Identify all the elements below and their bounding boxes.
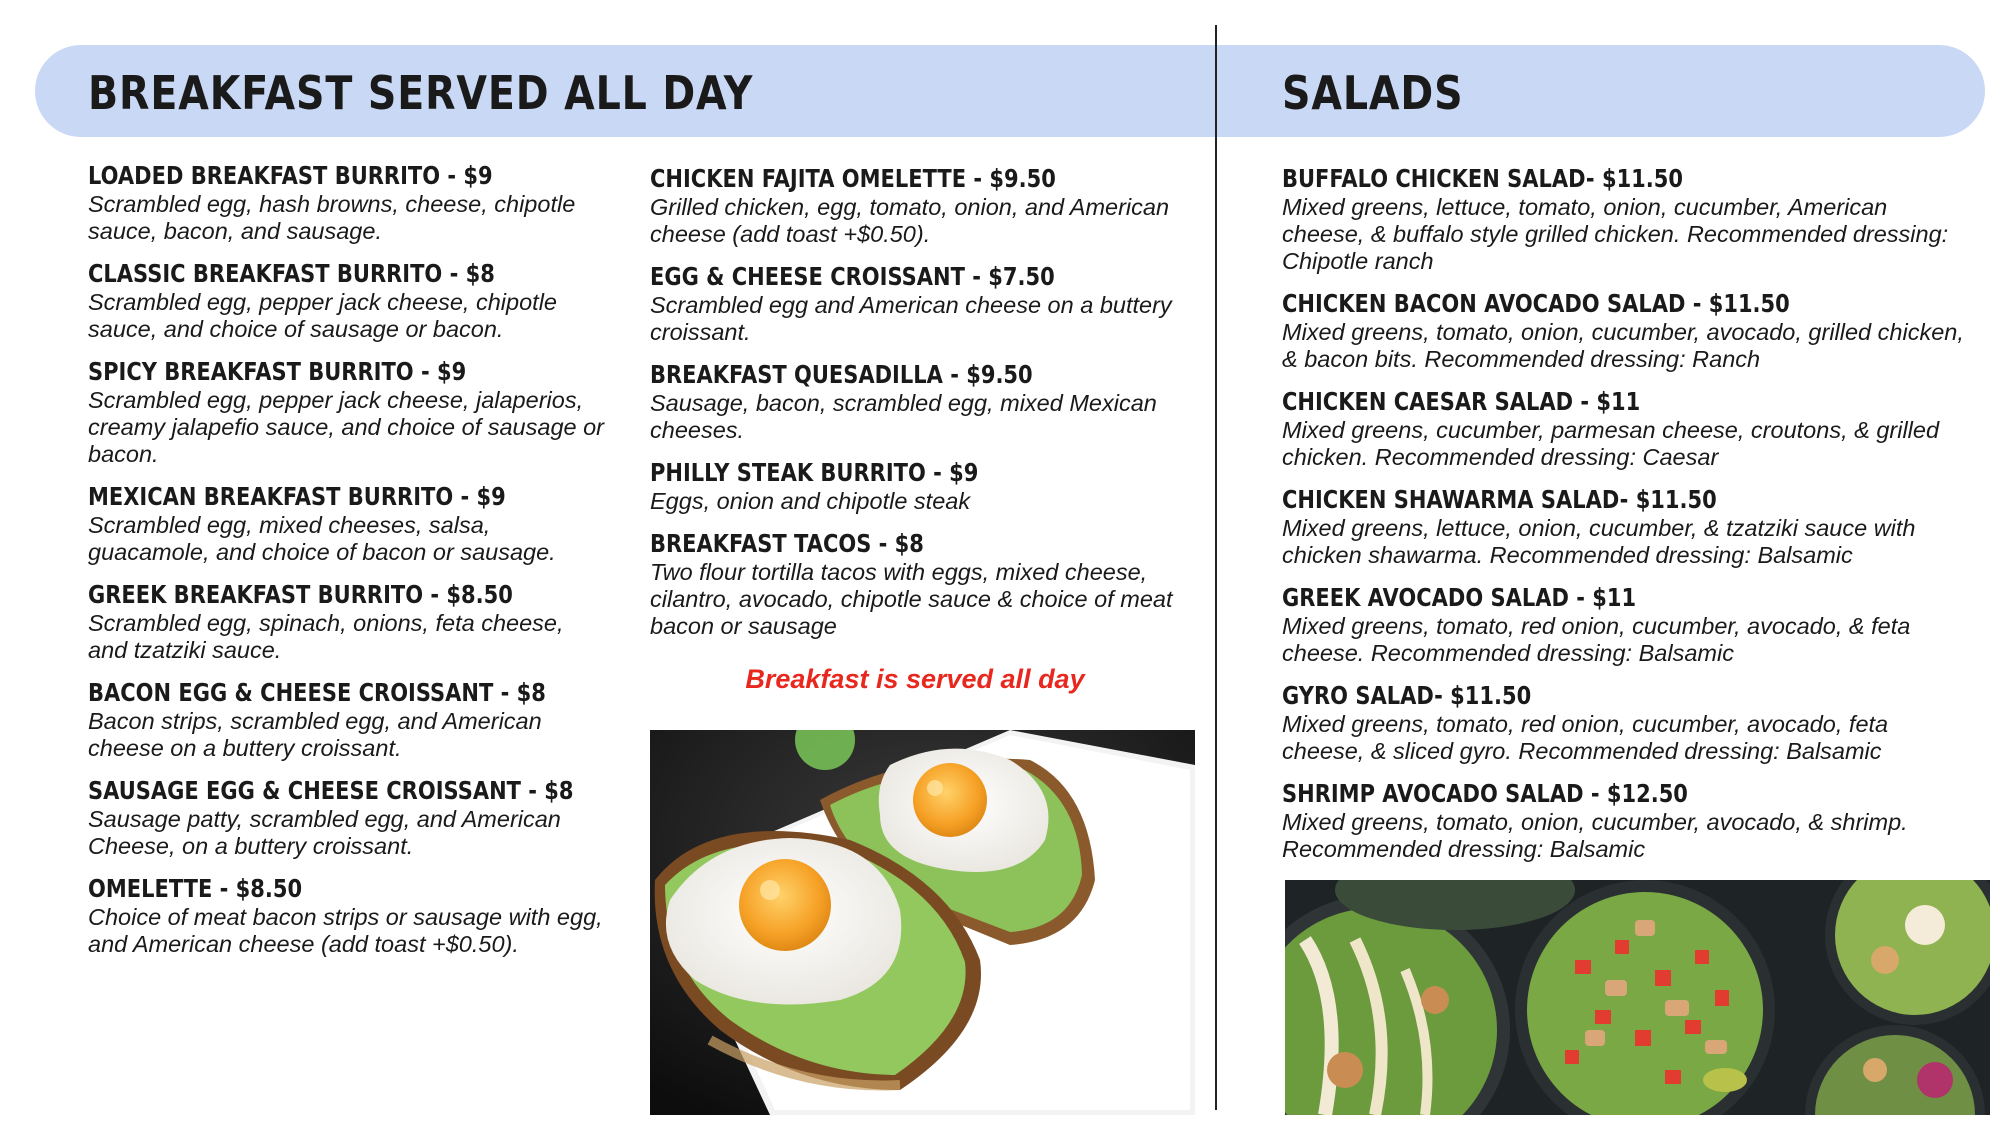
menu-item-name: PHILLY STEAK BURRITO - $9: [650, 458, 979, 487]
salads-column: [1282, 163, 1972, 876]
breakfast-column-2: [650, 163, 1180, 653]
menu-item: [88, 160, 608, 245]
menu-item-desc: Scrambled egg, mixed cheeses, salsa, guacamole, and choice of bacon or sausage.: [88, 512, 556, 565]
menu-item-desc: Scrambled egg, hash browns, cheese, chipotle sauce, bacon, and sausage.: [88, 191, 576, 244]
menu-item-desc: Scrambled egg, spinach, onions, feta cheese, and tzatziki sauce.: [88, 610, 564, 663]
menu-item: [650, 359, 1180, 444]
menu-item-name: SHRIMP AVOCADO SALAD - $12.50: [1282, 779, 1688, 808]
menu-item-name: MEXICAN BREAKFAST BURRITO - $9: [88, 482, 506, 511]
menu-item-name: CHICKEN BACON AVOCADO SALAD - $11.50: [1282, 289, 1790, 318]
menu-item: [88, 258, 608, 343]
menu-item-desc: Mixed greens, cucumber, parmesan cheese, croutons, & grilled chicken. Recommended dressing: Caesar: [1282, 417, 1940, 470]
breakfast-section-title: BREAKFAST SERVED ALL DAY: [88, 66, 754, 120]
menu-item: [1282, 778, 1972, 863]
menu-item-desc: Sausage patty, scrambled egg, and American Cheese, on a buttery croissant.: [88, 806, 561, 859]
menu-item-name: BUFFALO CHICKEN SALAD- $11.50: [1282, 164, 1684, 193]
menu-item: [88, 579, 608, 664]
menu-item-name: GREEK AVOCADO SALAD - $11: [1282, 583, 1637, 612]
menu-item: [1282, 680, 1972, 765]
menu-item-name: CLASSIC BREAKFAST BURRITO - $8: [88, 259, 495, 288]
menu-item: [88, 873, 608, 958]
menu-item-name: SAUSAGE EGG & CHEESE CROISSANT - $8: [88, 776, 574, 805]
menu-item: [1282, 484, 1972, 569]
menu-item: [650, 528, 1180, 640]
salads-photo: [1285, 880, 1990, 1115]
menu-item-desc: Mixed greens, tomato, onion, cucumber, avocado, & shrimp. Recommended dressing: Balsamic: [1282, 809, 1908, 862]
menu-item-desc: Sausage, bacon, scrambled egg, mixed Mexican cheeses.: [650, 390, 1157, 443]
menu-item-desc: Mixed greens, tomato, onion, cucumber, avocado, grilled chicken, & bacon bits. Recommended dressing: Ranch: [1282, 319, 1964, 372]
menu-item: [1282, 163, 1972, 275]
menu-item: [88, 677, 608, 762]
menu-item: [1282, 582, 1972, 667]
breakfast-column-1: [88, 160, 608, 971]
menu-item-name: CHICKEN CAESAR SALAD - $11: [1282, 387, 1641, 416]
menu-item-name: BREAKFAST TACOS - $8: [650, 529, 924, 558]
menu-item: [88, 356, 608, 468]
menu-item-desc: Mixed greens, tomato, red onion, cucumber, avocado, feta cheese, & sliced gyro. Recommended dressing: Balsamic: [1282, 711, 1889, 764]
menu-item-desc: Eggs, onion and chipotle steak: [650, 488, 971, 514]
menu-item-desc: Choice of meat bacon strips or sausage with egg, and American cheese (add toast +$0.50).: [88, 904, 603, 957]
menu-item-name: CHICKEN SHAWARMA SALAD- $11.50: [1282, 485, 1717, 514]
menu-item-name: CHICKEN FAJITA OMELETTE - $9.50: [650, 164, 1056, 193]
menu-item-desc: Two flour tortilla tacos with eggs, mixed cheese, cilantro, avocado, chipotle sauce & choice of meat bacon or sausage: [650, 559, 1173, 639]
menu-item: [650, 261, 1180, 346]
menu-item-desc: Scrambled egg, pepper jack cheese, chipotle sauce, and choice of sausage or bacon.: [88, 289, 557, 342]
menu-item: [650, 163, 1180, 248]
menu-item-name: EGG & CHEESE CROISSANT - $7.50: [650, 262, 1055, 291]
menu-item-desc: Scrambled egg, pepper jack cheese, jalaperios, creamy jalapefio sauce, and choice of sausage or bacon.: [88, 387, 605, 467]
menu-item-name: LOADED BREAKFAST BURRITO - $9: [88, 161, 493, 190]
menu-item-name: OMELETTE - $8.50: [88, 874, 303, 903]
menu-item-desc: Mixed greens, lettuce, tomato, onion, cucumber, American cheese, & buffalo style grilled chicken. Recommended dressing: Chipotle ranch: [1282, 194, 1949, 274]
menu-item-desc: Bacon strips, scrambled egg, and American cheese on a buttery croissant.: [88, 708, 542, 761]
menu-item-name: BREAKFAST QUESADILLA - $9.50: [650, 360, 1033, 389]
salads-section-title: SALADS: [1282, 66, 1464, 120]
menu-item-desc: Mixed greens, tomato, red onion, cucumber, avocado, & feta cheese. Recommended dressing: Balsamic: [1282, 613, 1911, 666]
menu-item: [88, 775, 608, 860]
salad-bowls-image: [1285, 880, 1990, 1115]
avocado-toast-image: [650, 730, 1195, 1115]
breakfast-note: Breakfast is served all day: [745, 664, 1085, 694]
menu-item: [1282, 288, 1972, 373]
menu-item-name: BACON EGG & CHEESE CROISSANT - $8: [88, 678, 546, 707]
breakfast-photo: [650, 730, 1195, 1115]
menu-item: [1282, 386, 1972, 471]
menu-item-name: GYRO SALAD- $11.50: [1282, 681, 1532, 710]
menu-item-desc: Mixed greens, lettuce, onion, cucumber, & tzatziki sauce with chicken shawarma. Recommended dressing: Balsamic: [1282, 515, 1916, 568]
menu-item-desc: Scrambled egg and American cheese on a buttery croissant.: [650, 292, 1172, 345]
menu-item: [88, 481, 608, 566]
menu-item-name: GREEK BREAKFAST BURRITO - $8.50: [88, 580, 513, 609]
menu-item-desc: Grilled chicken, egg, tomato, onion, and American cheese (add toast +$0.50).: [650, 194, 1170, 247]
menu-item-name: SPICY BREAKFAST BURRITO - $9: [88, 357, 467, 386]
column-divider: [1215, 25, 1217, 1110]
menu-item: [650, 457, 1180, 515]
